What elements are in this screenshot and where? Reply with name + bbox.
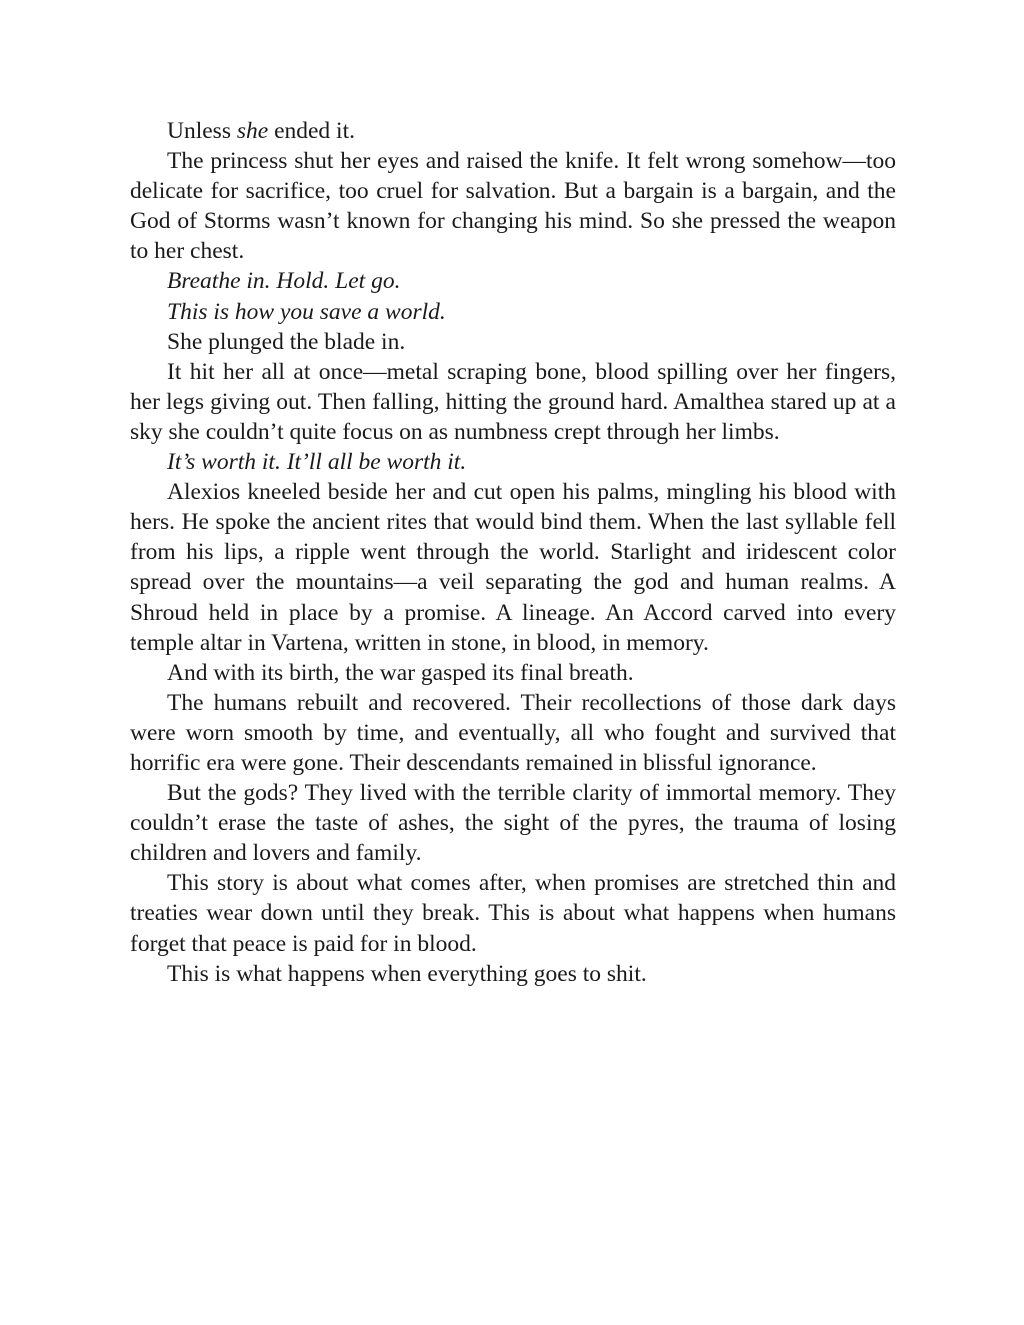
text-run: This is what happens when everything goes to shit. xyxy=(167,960,647,987)
text-run: She plunged the blade in. xyxy=(167,328,406,355)
page-body xyxy=(130,116,896,989)
text-run: Alexios kneeled beside her and cut open his palms, mingling his blood with hers. He spoke the ancient rites that would bind them. When the last syllable fell from his lips, a ripple went through the world. Starlight and iridescent color spread over the mountains—a veil separating the god and human realms. A Shroud held in place by a promise. A lineage. An Accord carved into every temple altar in Vartena, written in stone, in blood, in memory. xyxy=(130,479,896,656)
paragraph xyxy=(130,688,896,778)
text-run-italic: This is how you save a world. xyxy=(167,298,446,325)
text-run: It hit her all at once—metal scraping bone, blood spilling over her fingers, her legs giving out. Then falling, hitting the ground hard. Amalthea stared up at a sky she couldn’t quite focus on as numbness crept through her limbs. xyxy=(130,358,896,445)
text-run-italic: she xyxy=(236,118,269,144)
text-run: Unless xyxy=(167,118,237,144)
text-run-italic: It’s worth it. It’ll all be worth it. xyxy=(167,449,467,476)
text-run: This story is about what comes after, when promises are stretched thin and treaties wear down until they break. This is about what happens when humans forget that peace is paid for in blood. xyxy=(130,870,896,957)
text-run-italic: Breathe in. Hold. Let go. xyxy=(167,268,401,295)
paragraph xyxy=(130,357,896,447)
text-run: But the gods? They lived with the terrible clarity of immortal memory. They couldn’t erase the taste of ashes, the sight of the pyres, the trauma of losing children and lovers and family. xyxy=(130,780,896,867)
paragraph xyxy=(130,959,896,989)
paragraph xyxy=(130,266,896,296)
paragraph xyxy=(130,146,896,266)
text-run: The princess shut her eyes and raised the knife. It felt wrong somehow—too delicate for sacrifice, too cruel for salvation. But a bargain is a bargain, and the God of Storms wasn’t known for changing his mind. So she pressed the weapon to her chest. xyxy=(130,148,896,265)
paragraph xyxy=(130,327,896,357)
text-run: The humans rebuilt and recovered. Their recollections of those dark days were worn smooth by time, and eventually, all who fought and survived that horrific era were gone. Their descendants remained in blissful ignorance. xyxy=(130,689,896,776)
text-run: ended it. xyxy=(268,118,355,144)
paragraph xyxy=(130,477,896,658)
paragraph xyxy=(130,658,896,688)
paragraph xyxy=(130,778,896,868)
paragraph xyxy=(130,297,896,327)
paragraph xyxy=(130,447,896,477)
paragraph xyxy=(130,868,896,958)
text-run: And with its birth, the war gasped its final breath. xyxy=(167,659,634,686)
paragraph xyxy=(130,116,896,146)
